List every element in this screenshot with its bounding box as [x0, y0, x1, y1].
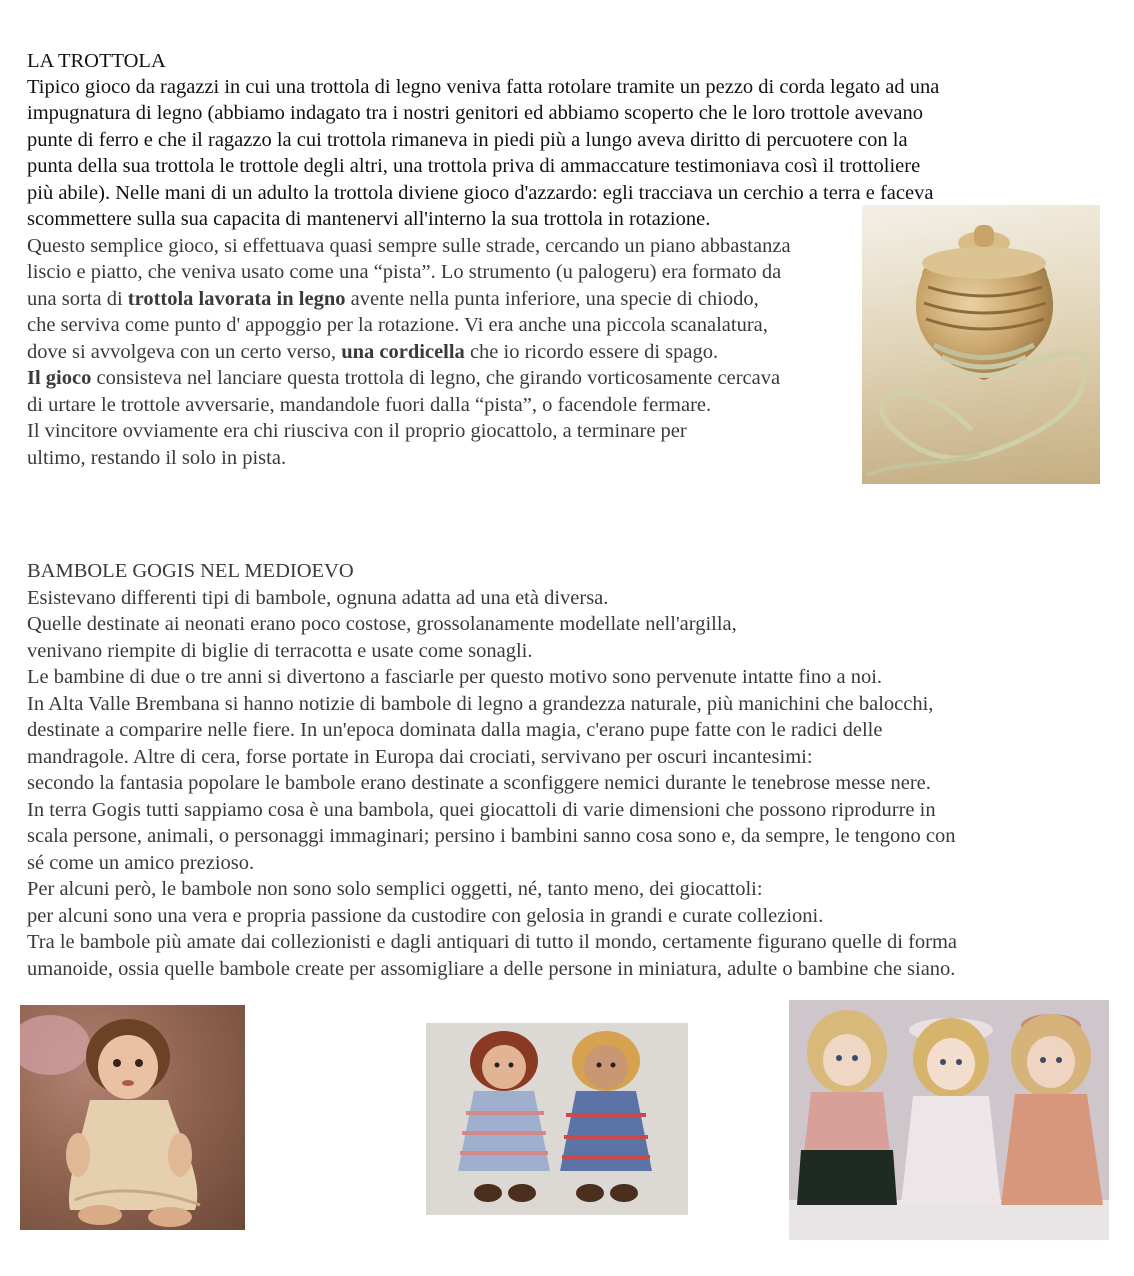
trottola-bold-text: trottola lavorata in legno: [127, 288, 346, 310]
bambole-line: In terra Gogis tutti sappiamo cosa è una bambola, quei giocattoli di varie dimensioni che possono riprodurre in: [27, 799, 936, 821]
trottola-line: [27, 365, 780, 392]
trottola-intro-line: punta della sua trottola le trottole degli altri, una trottola priva di ammaccature testimoniava così il trottoliere: [27, 155, 921, 177]
bambole-line: umanoide, ossia quelle bambole create per assomigliare a delle persone in miniatura, adulte o bambine che siano.: [27, 958, 956, 980]
trottola-bold-text: una cordicella: [341, 341, 465, 363]
trottola-bold-text: Il gioco: [27, 367, 92, 389]
trottola-text: dove si avvolgeva con un certo verso,: [27, 341, 342, 363]
bambole-line: sé come un amico prezioso.: [27, 852, 255, 874]
trottola-text: consisteva nel lanciare questa trottola di legno, che girando vorticosamente cercava: [91, 367, 781, 389]
trottola-line: che serviva come punto d' appoggio per la rotazione. Vi era anche una piccola scanalatura,: [27, 314, 768, 336]
rag-dolls-illustration: [426, 1023, 688, 1215]
trottola-line: [27, 286, 759, 313]
bambole-line: Le bambine di due o tre anni si divertono a fasciarle per questo motivo sono pervenute intatte fino a noi.: [27, 666, 883, 688]
antique-doll-illustration: [20, 1005, 245, 1230]
trottola-text: una sorta di: [27, 288, 128, 310]
bambole-line: destinate a comparire nelle fiere. In un'epoca dominata dalla magia, c'erano pupe fatte con le radici delle: [27, 719, 883, 741]
trottola-intro-line: Tipico gioco da ragazzi in cui una trottola di legno veniva fatta rotolare tramite un pezzo di corda legato ad una: [27, 76, 940, 98]
porcelain-dolls-illustration: [789, 1000, 1109, 1240]
bambole-line: mandragole. Altre di cera, forse portate in Europa dai crociati, servivano per oscuri incantesimi:: [27, 746, 813, 768]
bambole-line: per alcuni sono una vera e propria passione da custodire con gelosia in grandi e curate collezioni.: [27, 905, 824, 927]
trottola-line: ultimo, restando il solo in pista.: [27, 447, 287, 469]
trottola-line: [27, 339, 718, 366]
bambole-line: In Alta Valle Brembana si hanno notizie di bambole di legno a grandezza naturale, più manichini che balocchi,: [27, 693, 934, 715]
trottola-line: Questo semplice gioco, si effettuava quasi sempre sulle strade, cercando un piano abbastanza: [27, 235, 791, 257]
bambole-line: Quelle destinate ai neonati erano poco costose, grossolanamente modellate nell'argilla,: [27, 613, 737, 635]
trottola-line: liscio e piatto, che veniva usato come una “pista”. Lo strumento (u palogeru) era formato da: [27, 261, 782, 283]
spinning-top-illustration: [862, 205, 1100, 484]
trottola-intro-line: punte di ferro e che il ragazzo la cui trottola rimaneva in piedi più a lungo aveva diritto di percuotere con la: [27, 129, 908, 151]
trottola-text: avente nella punta inferiore, una specie di chiodo,: [345, 288, 759, 310]
spinning-top-photo: [862, 205, 1100, 484]
bambole-title: BAMBOLE GOGIS NEL MEDIOEVO: [27, 560, 354, 582]
rag-dolls-photo: [426, 1023, 688, 1215]
antique-doll-photo: [20, 1005, 245, 1230]
trottola-text: che io ricordo essere di spago.: [464, 341, 719, 363]
bambole-line: scala persone, animali, o personaggi immaginari; persino i bambini sanno cosa sono e, da sempre, le tengono con: [27, 825, 956, 847]
bambole-line: Tra le bambole più amate dai collezionisti e dagli antiquari di tutto il mondo, certamente figurano quelle di forma: [27, 931, 958, 953]
trottola-line: Il vincitore ovviamente era chi riusciva con il proprio giocattolo, a terminare per: [27, 420, 687, 442]
trottola-intro-line: scommettere sulla sua capacita di mantenervi all'interno la sua trottola in rotazione.: [27, 208, 711, 230]
trottola-intro-line: impugnatura di legno (abbiamo indagato tra i nostri genitori ed abbiamo scoperto che le loro trottole avevano: [27, 102, 924, 124]
bambole-line: Per alcuni però, le bambole non sono solo semplici oggetti, né, tanto meno, dei giocattoli:: [27, 878, 763, 900]
trottola-line: di urtare le trottole avversarie, mandandole fuori dalla “pista”, o facendole fermare.: [27, 394, 712, 416]
trottola-title: LA TROTTOLA: [27, 50, 166, 72]
trottola-intro-line: più abile). Nelle mani di un adulto la trottola diviene gioco d'azzardo: egli tracciava un cerchio a terra e faceva: [27, 182, 934, 204]
porcelain-dolls-photo: [789, 1000, 1109, 1240]
bambole-line: Esistevano differenti tipi di bambole, ognuna adatta ad una età diversa.: [27, 587, 609, 609]
bambole-line: secondo la fantasia popolare le bambole erano destinate a sconfiggere nemici durante le tenebrose messe nere.: [27, 772, 931, 794]
bambole-line: venivano riempite di biglie di terracotta e usate come sonagli.: [27, 640, 533, 662]
